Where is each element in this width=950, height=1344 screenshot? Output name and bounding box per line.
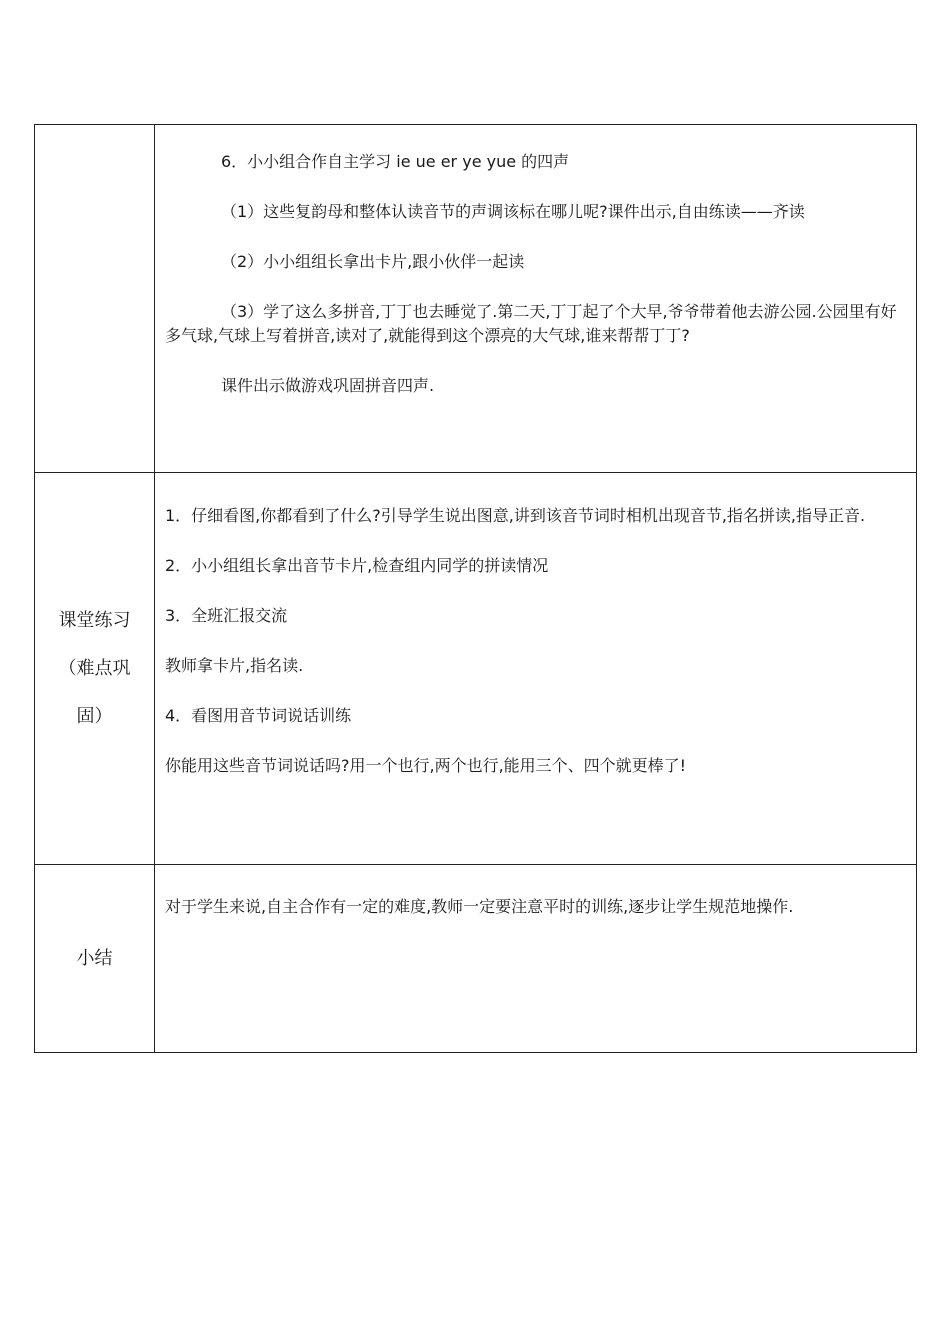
row-label-summary (35, 865, 155, 1053)
paragraph-summary: 对于学生来说,自主合作有一定的难度,教师一定要注意平时的训练,逐步让学生规范地操作. (165, 897, 794, 916)
table-row (35, 865, 917, 1053)
label-line: 固） (76, 705, 113, 727)
label-line: 课堂练习 (58, 609, 131, 631)
label-line: （难点巩 (58, 657, 131, 679)
row-label-practice (35, 473, 155, 865)
paragraph-practice-note: 教师拿卡片,指名读. (165, 656, 304, 675)
paragraph-game: 课件出示做游戏巩固拼音四声. (221, 376, 435, 395)
paragraph-sub-3: （3）学了这么多拼音,丁丁也去睡觉了.第二天,丁丁起了个大早,爷爷带着他去游公园.公园里有好多气球,气球上写着拼音,读对了,就能得到这个漂亮的大气球,谁来帮帮丁丁? (165, 302, 897, 345)
row-content (155, 865, 917, 1053)
paragraph-sub-1: （1）这些复韵母和整体认读音节的声调该标在哪儿呢?课件出示,自由练读——齐读 (221, 202, 805, 221)
paragraph-step-6: 6．小小组合作自主学习 ie ue er ye yue 的四声 (221, 152, 570, 171)
paragraph-practice-4: 4．看图用音节词说话训练 (165, 706, 352, 725)
paragraph-practice-1: 1．仔细看图,你都看到了什么?引导学生说出图意,讲到该音节词时相机出现音节,指名拼读,指导正音. (165, 506, 866, 525)
table-row (35, 125, 917, 473)
row-content (155, 125, 917, 473)
paragraph-practice-question: 你能用这些音节词说话吗?用一个也行,两个也行,能用三个、四个就更棒了! (165, 756, 687, 775)
label-line: 小结 (76, 947, 113, 969)
row-content (155, 473, 917, 865)
paragraph-practice-3: 3．全班汇报交流 (165, 606, 288, 625)
paragraph-sub-2: （2）小小组组长拿出卡片,跟小伙伴一起读 (221, 252, 525, 271)
row-label-empty (35, 125, 155, 473)
table-row (35, 473, 917, 865)
paragraph-practice-2: 2．小小组组长拿出音节卡片,检查组内同学的拼读情况 (165, 556, 549, 575)
lesson-plan-table (34, 124, 917, 1053)
